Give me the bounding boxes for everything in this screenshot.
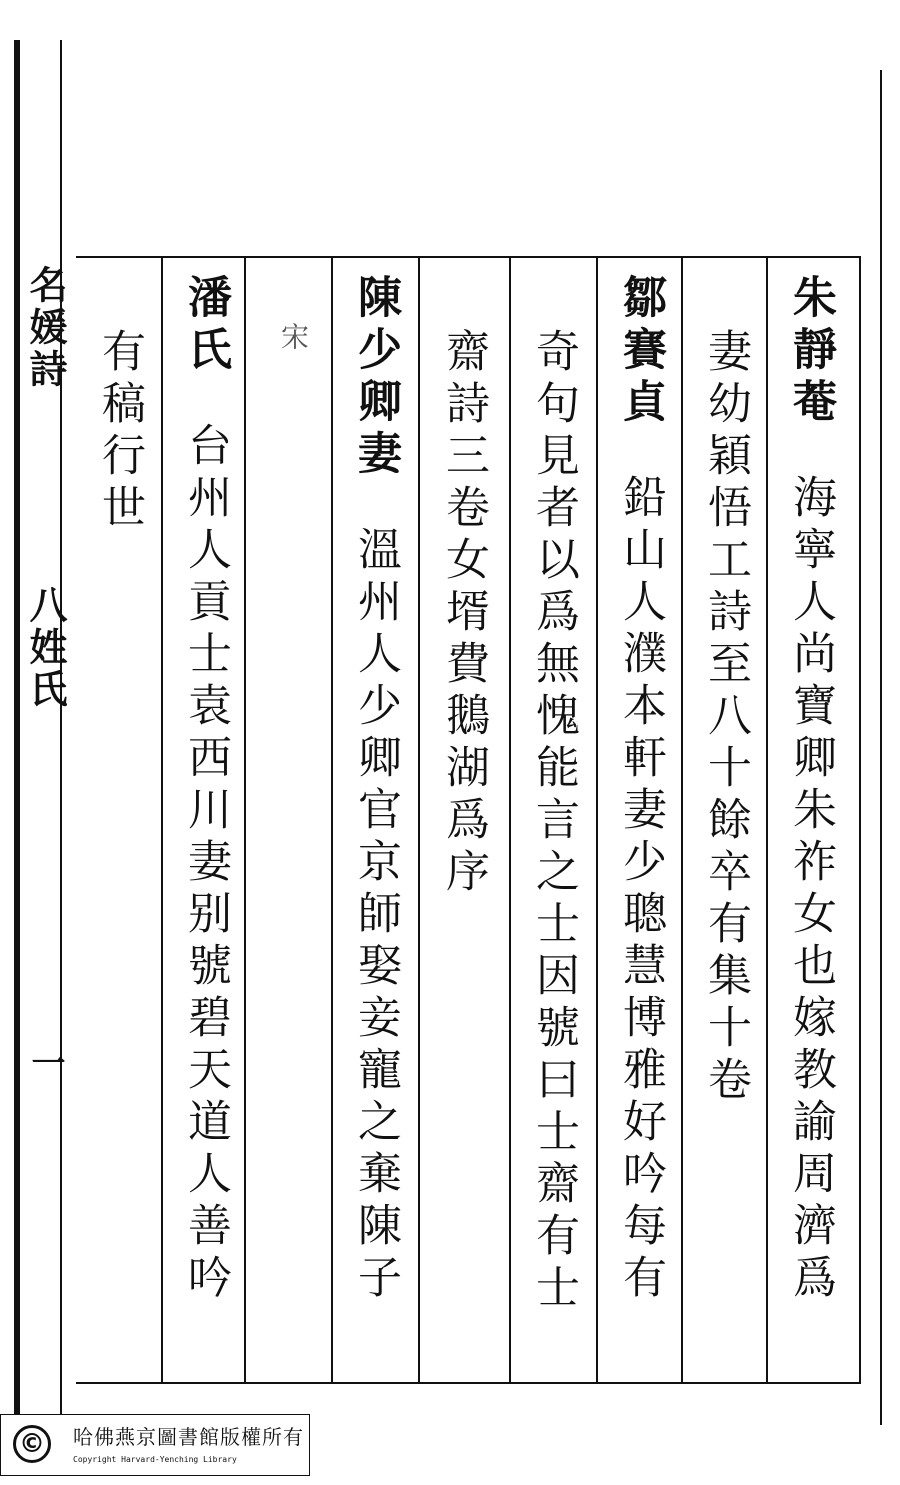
- column-rule: [244, 258, 246, 1382]
- outer-border: [880, 70, 882, 1425]
- entry-name: 潘氏: [180, 274, 231, 378]
- spine-title: 名媛詩: [23, 265, 68, 391]
- text-column-2: [694, 328, 756, 1108]
- text-column-8: [174, 274, 236, 1306]
- text-column-4: [522, 328, 584, 1316]
- copyright-icon: ©: [13, 1425, 51, 1463]
- column-rule: [596, 258, 598, 1382]
- column-rule: [331, 258, 333, 1382]
- entry-text: 齋詩三卷女壻費鵝湖爲序: [438, 328, 489, 900]
- column-rule: [681, 258, 683, 1382]
- copyright-english: Copyright Harvard-Yenching Library: [73, 1455, 237, 1464]
- book-spine: [14, 40, 68, 1420]
- column-rule: [509, 258, 511, 1382]
- spine-page-number: 一: [25, 1045, 65, 1083]
- entry-name: 朱靜菴: [785, 274, 836, 430]
- text-frame: [76, 256, 861, 1384]
- entry-text: 海寧人尚寶卿朱祚女也嫁教諭周濟爲: [785, 474, 836, 1306]
- entry-text: 溫州人少卿官京師娶妾寵之棄陳子: [350, 526, 401, 1306]
- text-column-6: [344, 274, 406, 1306]
- text-column-5: [432, 328, 494, 900]
- dynasty-label: 宋: [277, 322, 310, 370]
- entry-name: 陳少卿妻: [350, 274, 401, 482]
- entry-text: 鉛山人濮本軒妻少聰慧博雅好吟每有: [615, 474, 666, 1306]
- text-column-7: [262, 322, 324, 370]
- text-column-3: [609, 274, 671, 1306]
- column-rule: [161, 258, 163, 1382]
- text-column-9: [88, 328, 150, 536]
- entry-text: 奇句見者以爲無愧能言之士因號曰士齋有士: [528, 328, 579, 1316]
- copyright-chinese: 哈佛燕京圖書館版權所有: [73, 1425, 304, 1449]
- column-rule: [766, 258, 768, 1382]
- entry-text: 有稿行世: [94, 328, 145, 536]
- entry-text: 台州人貢士袁西川妻别號碧天道人善吟: [180, 422, 231, 1306]
- column-rule: [418, 258, 420, 1382]
- spine-section: 八姓氏: [23, 585, 68, 711]
- copyright-notice: [0, 1414, 310, 1476]
- entry-name: 鄒賽貞: [615, 274, 666, 430]
- entry-text: 妻幼穎悟工詩至八十餘卒有集十卷: [700, 328, 751, 1108]
- text-column-1: [779, 274, 841, 1306]
